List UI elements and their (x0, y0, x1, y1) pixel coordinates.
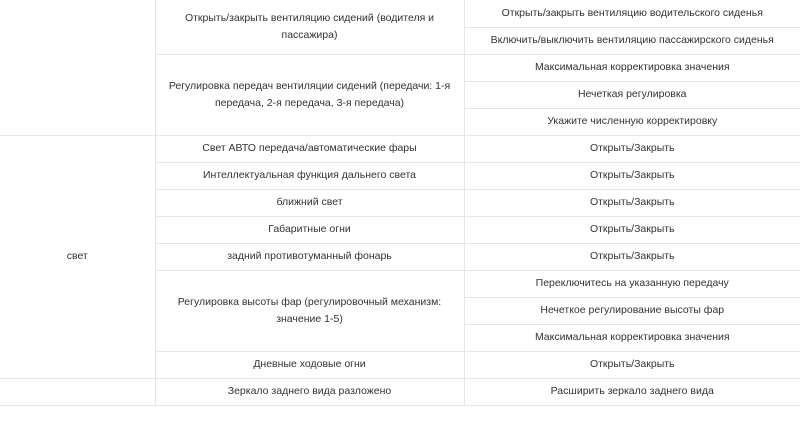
option-cell: Максимальная корректировка значения (464, 324, 800, 351)
option-cell: Открыть/Закрыть (464, 189, 800, 216)
table-row (0, 378, 800, 405)
option-cell: Расширить зеркало заднего вида (464, 378, 800, 405)
feature-cell: Дневные ходовые огни (155, 351, 464, 378)
feature-cell: Регулировка высоты фар (регулировочный механизм: значение 1-5) (155, 270, 464, 351)
option-cell: Максимальная корректировка значения (464, 54, 800, 81)
table-row (0, 0, 800, 27)
option-cell: Открыть/Закрыть (464, 243, 800, 270)
option-cell: Нечеткая регулировка (464, 81, 800, 108)
option-cell: Укажите численную корректировку (464, 108, 800, 135)
option-cell: Нечеткое регулирование высоты фар (464, 297, 800, 324)
feature-cell: Свет АВТО передача/автоматические фары (155, 135, 464, 162)
option-cell: Включить/выключить вентиляцию пассажирского сиденья (464, 27, 800, 54)
feature-cell: Интеллектуальная функция дальнего света (155, 162, 464, 189)
category-cell (0, 378, 155, 405)
feature-cell: Открыть/закрыть вентиляцию сидений (водителя и пассажира) (155, 0, 464, 54)
feature-cell: Зеркало заднего вида разложено (155, 378, 464, 405)
option-cell: Открыть/Закрыть (464, 351, 800, 378)
option-cell: Открыть/Закрыть (464, 216, 800, 243)
option-cell: Открыть/Закрыть (464, 162, 800, 189)
feature-cell: ближний свет (155, 189, 464, 216)
category-cell (0, 0, 155, 135)
option-cell: Переключитесь на указанную передачу (464, 270, 800, 297)
option-cell: Открыть/закрыть вентиляцию водительского сиденья (464, 0, 800, 27)
table-row (0, 135, 800, 162)
feature-cell: Габаритные огни (155, 216, 464, 243)
category-cell: свет (0, 135, 155, 378)
feature-cell: задний противотуманный фонарь (155, 243, 464, 270)
option-cell: Открыть/Закрыть (464, 135, 800, 162)
feature-cell: Регулировка передач вентиляции сидений (передачи: 1-я передача, 2-я передача, 3-я передача) (155, 54, 464, 135)
